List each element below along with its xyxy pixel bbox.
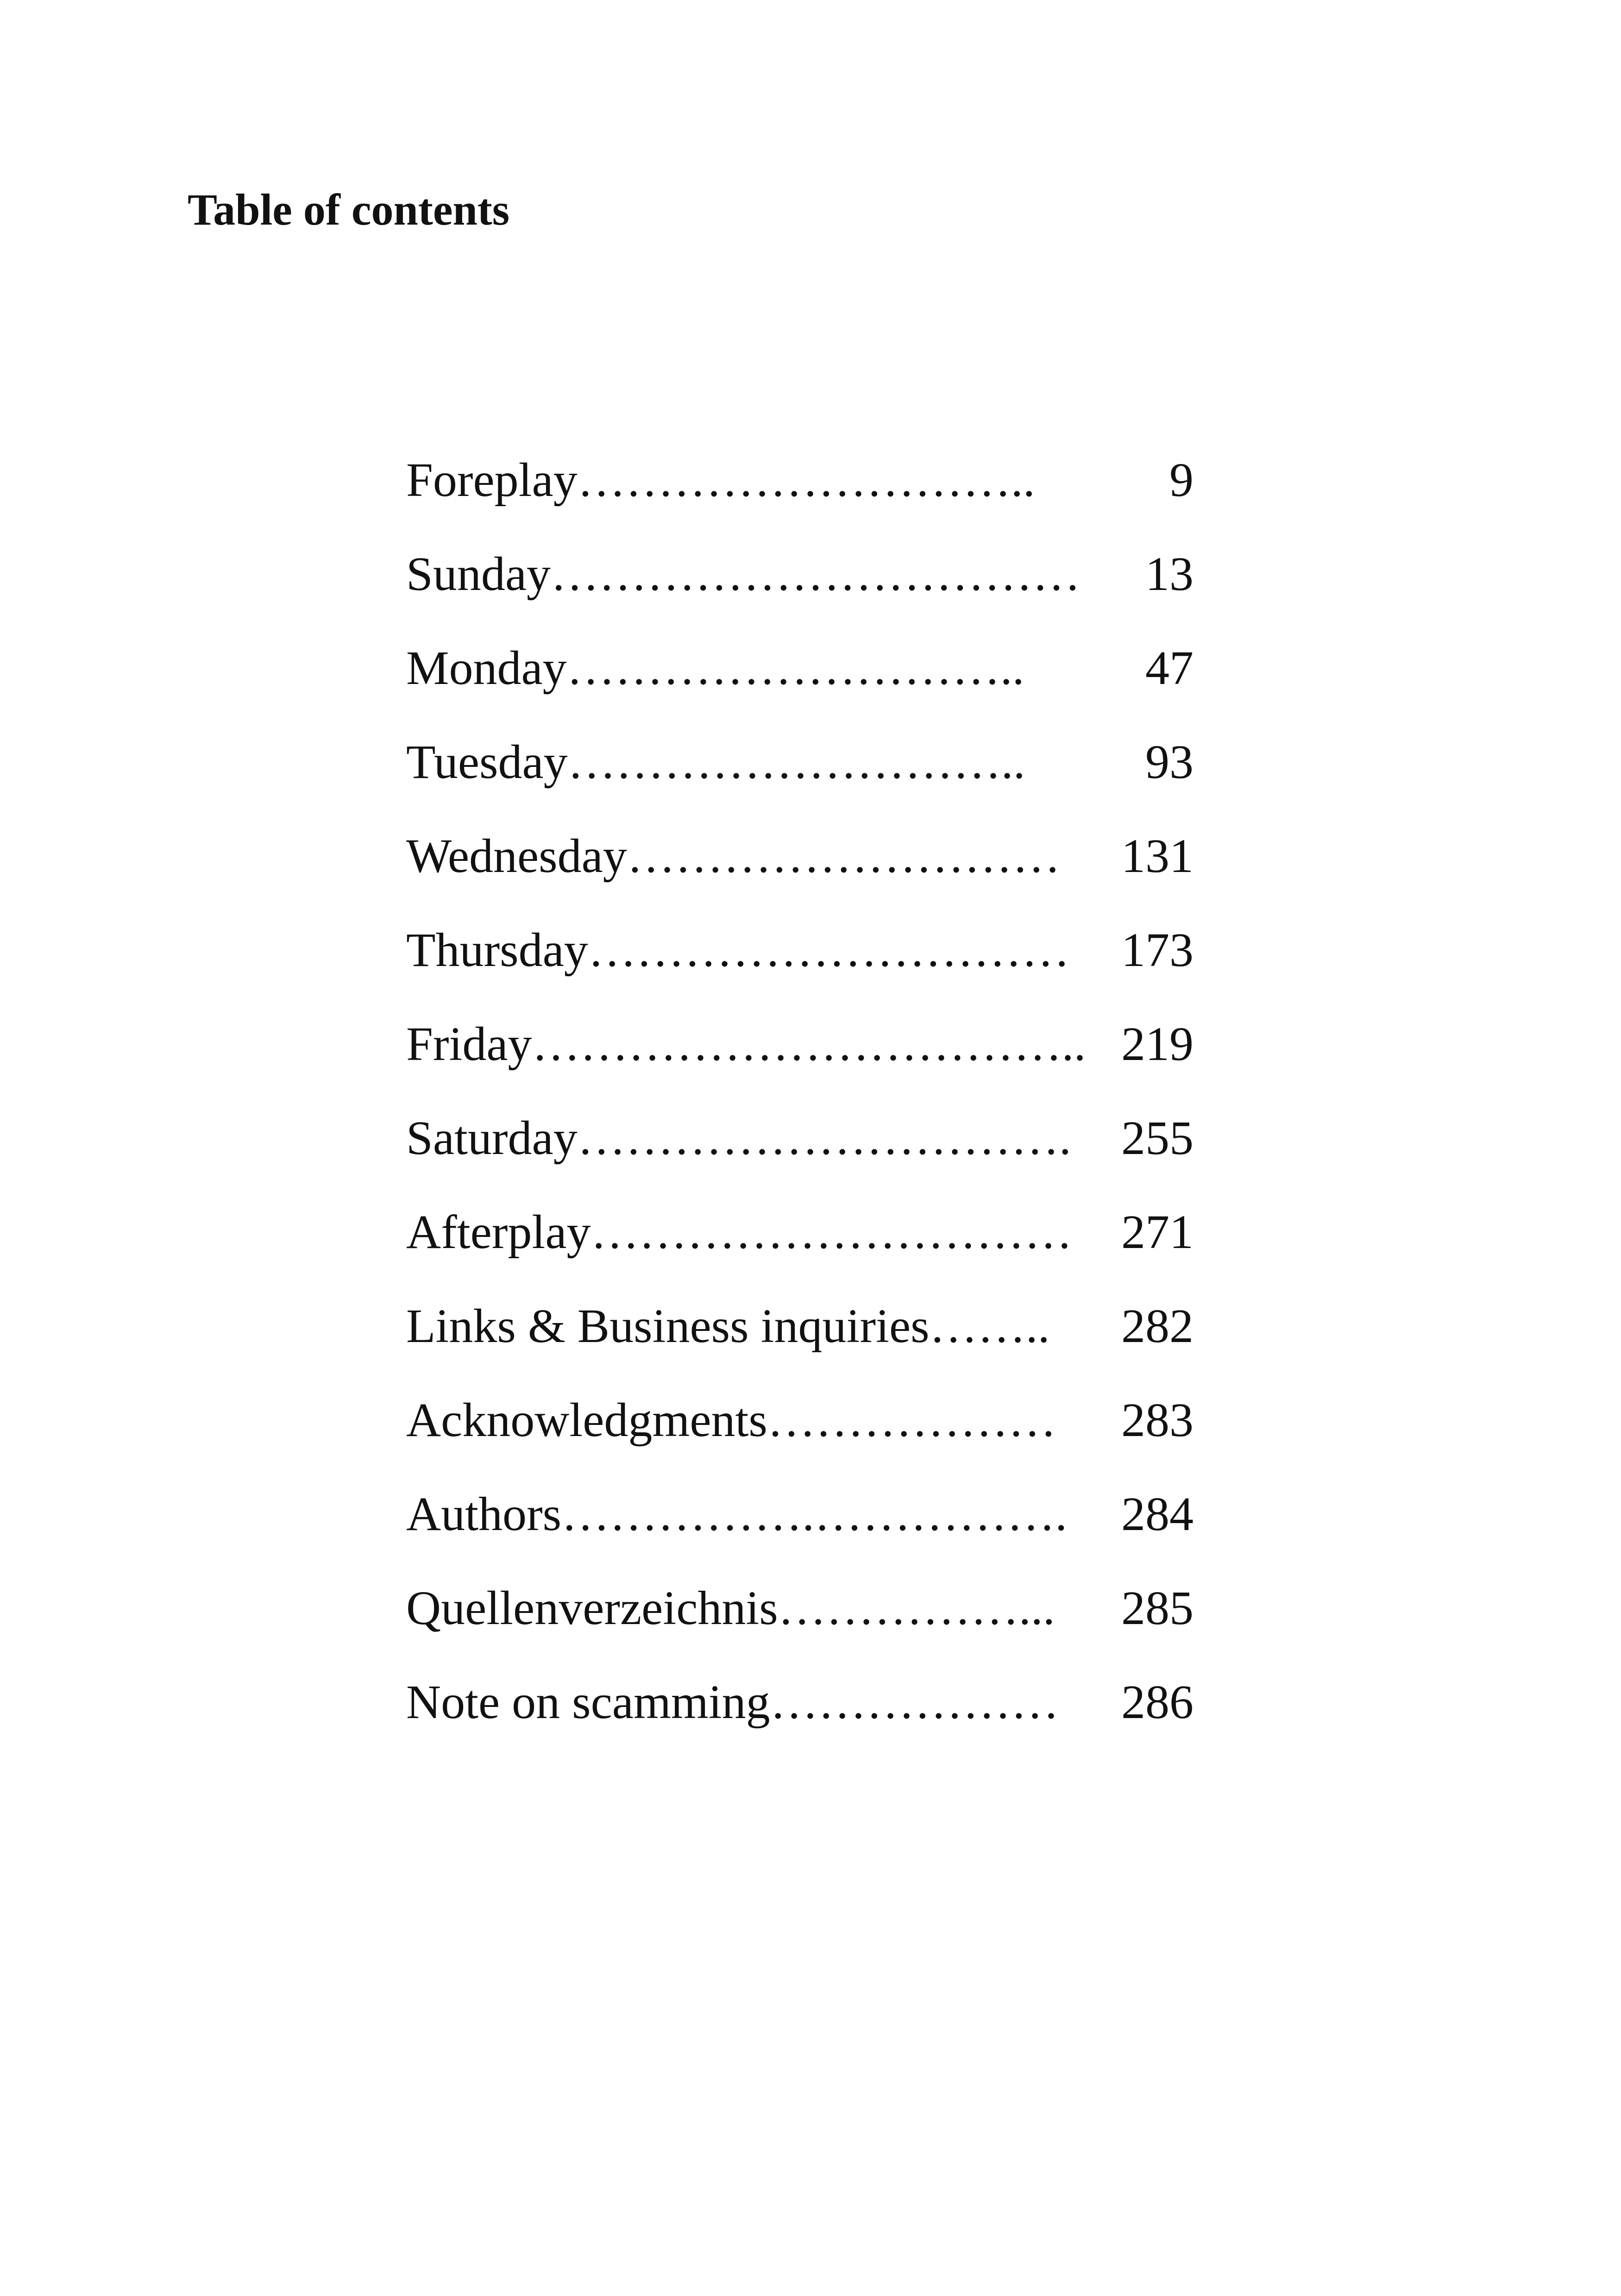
toc-entry[interactable]	[406, 829, 1194, 926]
toc-entry[interactable]	[406, 641, 1194, 738]
toc-entry[interactable]	[406, 1205, 1194, 1302]
toc-entry[interactable]	[406, 1581, 1194, 1678]
toc-entry-page: 255	[1121, 1111, 1194, 1165]
toc-entry-title: Quellenverzeichnis……………...	[406, 1581, 1055, 1635]
toc-entry-page: 131	[1121, 829, 1194, 883]
toc-entry[interactable]	[406, 1017, 1194, 1114]
toc-entry-title: Saturday………………………….	[406, 1111, 1071, 1165]
toc-entry-title: Friday……………………………..	[406, 1017, 1086, 1071]
toc-entry-page: 271	[1121, 1205, 1194, 1259]
toc-entry-page: 219	[1121, 1017, 1194, 1071]
toc-entry-page: 47	[1145, 641, 1194, 695]
toc-entry[interactable]	[406, 547, 1194, 644]
toc-entry[interactable]	[406, 1675, 1194, 1772]
toc-entry-title: Acknowledgments………………	[406, 1393, 1056, 1447]
toc-entry[interactable]	[406, 1393, 1194, 1490]
toc-entry-title: Afterplay…………………………	[406, 1205, 1073, 1259]
toc-entry[interactable]	[406, 453, 1194, 550]
table-of-contents	[406, 453, 1194, 1772]
toc-entry-title: Note on scamming………………	[406, 1675, 1059, 1729]
toc-entry-page: 9	[1169, 453, 1194, 507]
toc-entry[interactable]	[406, 1487, 1194, 1584]
toc-entry[interactable]	[406, 1111, 1194, 1208]
toc-entry-page: 93	[1145, 735, 1194, 789]
toc-entry-page: 284	[1121, 1487, 1194, 1541]
toc-entry-title: Sunday……………………………	[406, 547, 1081, 601]
toc-entry[interactable]	[406, 923, 1194, 1020]
toc-entry-page: 282	[1121, 1299, 1194, 1353]
toc-entry-page: 283	[1121, 1393, 1194, 1447]
toc-entry-page: 13	[1145, 547, 1194, 601]
toc-entry-page: 285	[1121, 1581, 1194, 1635]
toc-entry-page: 286	[1121, 1675, 1194, 1729]
toc-entry-title: Monday………………………..	[406, 641, 1024, 695]
toc-entry-title: Thursday…………………………	[406, 923, 1070, 977]
toc-entry-title: Authors…………….…………….	[406, 1487, 1068, 1541]
toc-entry-title: Tuesday………………………..	[406, 735, 1025, 789]
toc-entry-page: 173	[1121, 923, 1194, 977]
toc-entry[interactable]	[406, 735, 1194, 832]
page-title: Table of contents	[188, 185, 510, 234]
toc-entry-title: Wednesday………………………	[406, 829, 1061, 883]
toc-entry-title: Links & Business inquiries……..	[406, 1299, 1050, 1353]
toc-entry-title: Foreplay………………………..	[406, 453, 1035, 507]
toc-entry[interactable]	[406, 1299, 1194, 1396]
